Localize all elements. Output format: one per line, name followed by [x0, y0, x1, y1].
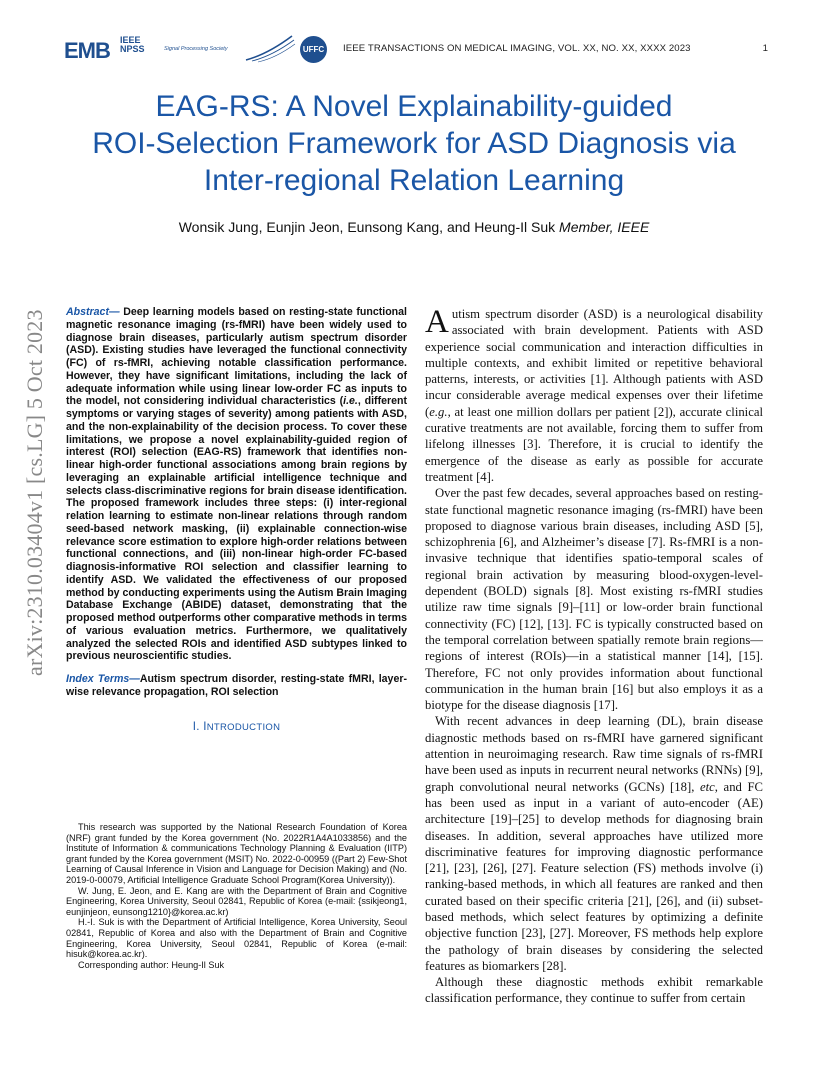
- section-numeral: I.: [192, 720, 204, 733]
- author-list: [40, 219, 788, 235]
- p3-etc: etc: [699, 779, 715, 794]
- ieee-npss-logo: [120, 36, 145, 54]
- p3-text-a: With recent advances in deep learning (DL), brain disease diagnostic methods based on rs-fMRI have garnered significant attention in neuroimaging research. Raw time signals of rs-fMRI have been used as inputs in recurrent neural networks (RNNs) [9], graph convolutional neural networks (GCNs) [18],: [425, 714, 763, 794]
- index-terms: [66, 673, 407, 699]
- p1-text-b: , at least one million dollars per patient [2]), accurate clinical curative treatments are not available, forcing them to suffer from lifelong illnesses [3]. Therefore, it is crucial to identify the emergence of the disease as early as possible for accurate treatment [4].: [425, 404, 763, 484]
- ieee-logo-text: IEEE: [120, 35, 141, 45]
- body-paragraph-4: Although these diagnostic methods exhibit remarkable classification performance, they continue to suffer from certain: [425, 975, 763, 1006]
- section-rest: NTRODUCTION: [206, 721, 281, 733]
- abstract-label: Abstract—: [66, 306, 120, 318]
- author-membership: Member, IEEE: [559, 219, 650, 235]
- arxiv-id: arXiv:2310.03404v1 [cs.LG] 5 Oct 2023: [22, 309, 47, 676]
- abstract: [66, 306, 407, 663]
- index-terms-text: Autism spectrum disorder, resting-state fMRI, layer-wise relevance propagation, ROI selection: [66, 673, 407, 698]
- body-paragraph-3: [425, 713, 763, 974]
- section-first-letter: I: [203, 720, 207, 733]
- right-column: [425, 306, 763, 1007]
- journal-header: IEEE TRANSACTIONS ON MEDICAL IMAGING, VOL. XX, NO. XX, XXXX 2023: [343, 43, 691, 54]
- dropcap: A: [425, 304, 449, 340]
- index-terms-label: Index Terms—: [66, 673, 140, 685]
- author-names: Wonsik Jung, Eunjin Jeon, Eunsong Kang, and Heung-Il Suk: [178, 219, 556, 235]
- footnote-corresponding: Corresponding author: Heung-Il Suk: [78, 959, 225, 970]
- sps-logo: Signal Processing Society: [164, 46, 228, 52]
- left-column: [66, 306, 407, 733]
- section-heading-introduction: [66, 721, 407, 733]
- body-paragraph-2: Over the past few decades, several approaches based on resting-state functional magnetic resonance imaging (rs-fMRI) have been proposed to diagnose various brain diseases, including ASD [5], schizophrenia [6], and Alzheimer’s disease [7]. Rs-fMRI is a non-invasive technique that identifies spatio-temporal scales of regional brain activation by measuring blood-oxygen-level-dependent (BOLD) signals [8]. Most existing rs-fMRI studies utilize raw time signals [9]–[11] or low-order brain functional connectivity (FC) [12], [13]. FC is typically constructed based on the temporal correlation between spatially remote brain regions—regions of interest (ROIs)—in a statistical manner [14], [15]. Therefore, FC not only provides information about functional communication in the human brain [16] but also employs it as a biotype for the disease diagnosis [17].: [425, 486, 763, 713]
- p1-text: utism spectrum disorder (ASD) is a neurological disability associated with brain development. Patients with ASD experience social communication and interaction difficulties in multiple contexts, and exhibit limited or repetitive behavioral patterns, interests, or activities [1]. Although patients with ASD incur considerable average medical expenses over their lifetime (: [425, 307, 763, 419]
- footnotes: [66, 822, 407, 970]
- footnote-affiliation-1: W. Jung, E. Jeon, and E. Kang are with the Department of Brain and Cognitive Engineering, Korea University, Seoul 02841, Republic of Korea (e-mail: {ssikjeong1, eunjinjeon, eunsong1210}@korea.ac.kr): [66, 885, 407, 917]
- page-number: 1: [762, 43, 768, 54]
- npss-logo-text: NPSS: [120, 44, 145, 54]
- abstract-text-a: Deep learning models based on resting-state functional magnetic resonance imaging (rs-fMRI) have been widely used to diagnose brain diseases, particularly autism spectrum disorder (ASD). Existing studies have leveraged the functional connectivity (FC) of rs-fMRI, achieving notable classification performance. However, they have significant limitations, including the lack of adequate information while using linear low-order FC as inputs to the model, not considering individual characteristics (: [66, 306, 407, 408]
- abstract-text-b: , different symptoms or varying stages of severity) among patients with ASD, and the non-explainability of the decision process. To cover these limitations, we propose a novel explainability-guided region of interest (ROI) selection (EAG-RS) framework that identifies non-linear high-order functional associations among brain regions by leveraging an explainable artificial intelligence technique and selects class-discriminative regions for brain disease identification. The proposed framework includes three steps: (i) inter-regional relation learning to estimate non-linear relations through random seed-based network masking, (ii) explainable connection-wise relevance score estimation to explore high-order relations between functional connections, and (iii) non-linear high-order FC-based diagnosis-informative ROI selection and classifier learning to identify ASD. We validated the effectiveness of our proposed method by conducting experiments using the Autism Brain Imaging Database Exchange (ABIDE) dataset, demonstrating that the proposed method outperforms other comparative methods in terms of various evaluation metrics. Furthermore, we qualitatively analyzed the selected ROIs and identified ASD subtypes linked to previous neuroscientific studies.: [66, 395, 407, 663]
- p1-eg: e.g.: [429, 404, 448, 419]
- publisher-logos: [64, 34, 334, 66]
- sps-swoosh-icon: [244, 34, 296, 64]
- uffc-logo: UFFC: [300, 36, 327, 63]
- p3-text-b: , and FC has been used as input in a variant of auto-encoder (AE) architecture [19]–[25] to develop methods for diagnosing brain diseases. In addition, several approaches have utilized more discriminative features for improving diagnostic performance [21], [23], [26], [27]. Feature selection (FS) methods involve (i) ranking-based methods, in which all features are ranked and then curated based on their specific criteria [21], [26], and (ii) subset-based methods, which select features by optimizing a definite objective function [23], [27]. Moreover, FS methods help explore the pathology of brain diseases by considering the selected features as biomarkers [28].: [425, 779, 763, 973]
- abstract-ie: i.e.: [343, 395, 358, 408]
- title-line-3: Inter-regional Relation Learning: [203, 164, 625, 197]
- emb-logo: EMB: [64, 38, 110, 63]
- title-line-2: ROI-Selection Framework for ASD Diagnosis via: [92, 127, 736, 160]
- paper-title: [40, 88, 788, 199]
- footnote-affiliation-2: H.-I. Suk is with the Department of Artificial Intelligence, Korea University, Seoul 02841, Republic of Korea and also with the Department of Brain and Cognitive Engineering, Korea University, Seoul 02841, Republic of Korea (e-mail: hisuk@korea.ac.kr).: [66, 917, 407, 960]
- arxiv-stamp: [22, 296, 46, 676]
- title-line-1: EAG-RS: A Novel Explainability-guided: [155, 90, 673, 123]
- footnote-funding: This research was supported by the National Research Foundation of Korea (NRF) grant funded by the Korea government (No. 2022R1A4A1033856) and the Institute of Information & communications Technology Planning & Evaluation (IITP) grant funded by the Korea government (MSIT) No. 2022-0-00959 ((Part 2) Few-Shot Learning of Causal Inference in Vision and Language for Decision Making) and (No. 2019-0-00079, Artificial Intelligence Graduate School Program(Korea University)).: [66, 822, 407, 885]
- body-paragraph-1: [425, 306, 763, 485]
